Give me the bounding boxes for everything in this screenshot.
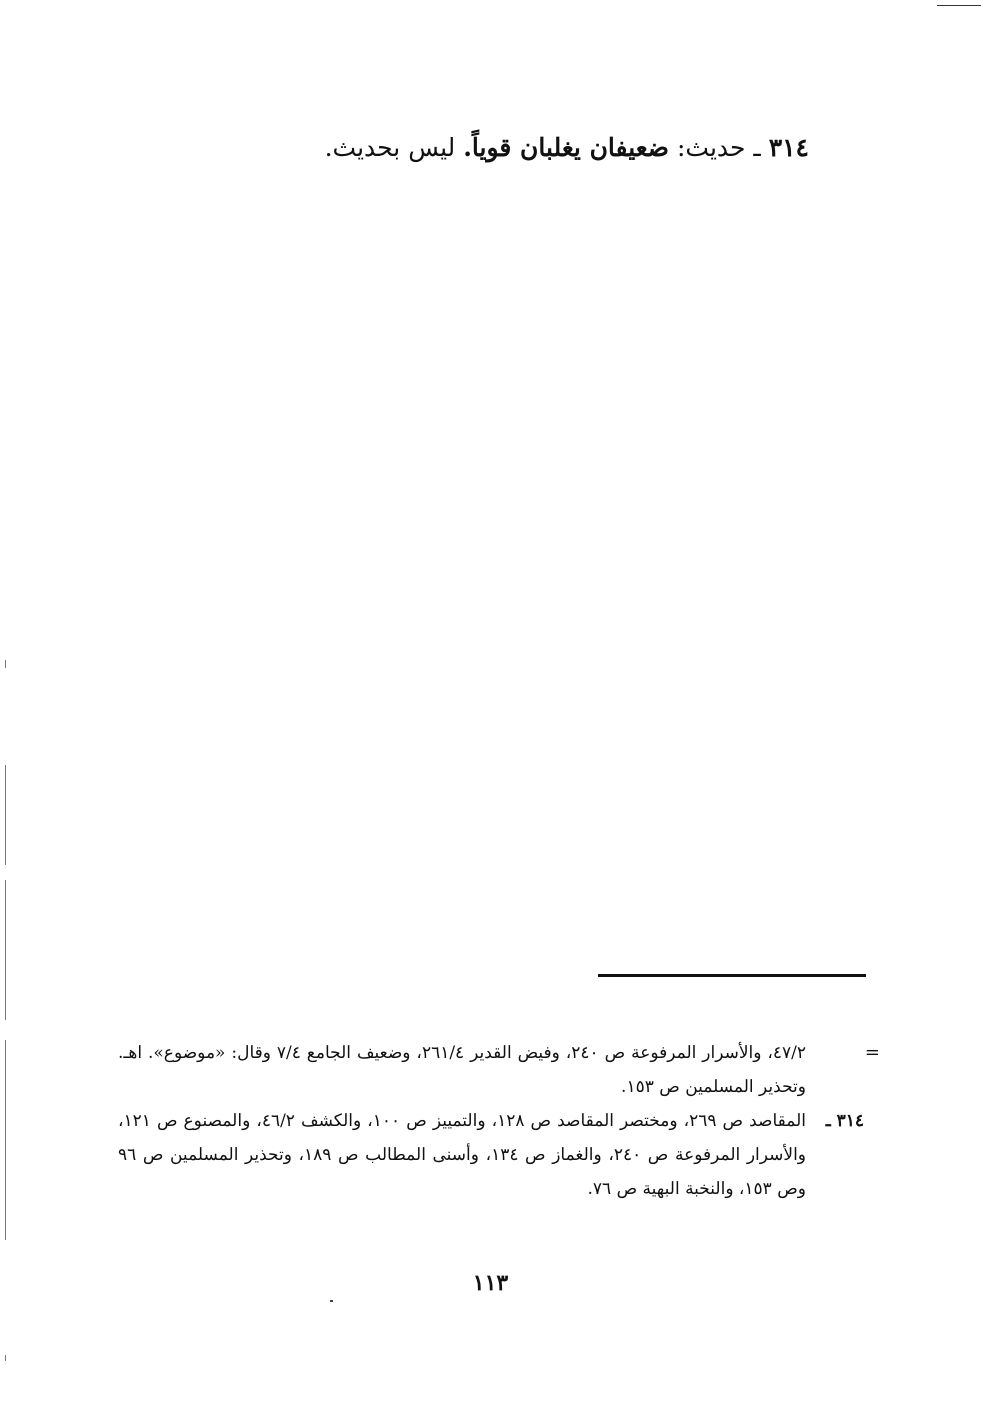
- entry-dash: ـ: [745, 133, 769, 162]
- entry-label: حديث:: [669, 133, 746, 162]
- footnotes: [118, 1036, 880, 1206]
- footnote-continued: [118, 1036, 880, 1104]
- entry-number: ٣١٤: [768, 133, 809, 162]
- footnote-text: المقاصد ص ٢٦٩، ومختصر المقاصد ص ١٢٨، والتمييز ص ١٠٠، والكشف ٤٦/٢، والمصنوع ص ١٢١، والأسرار المرفوعة ص ٢٤٠، والغماز ص ١٣٤، وأسنى المطالب ص ١٨٩، وتحذير المسلمين ص ٩٦ وص ١٥٣، والنخبة البهية ص ٧٦.: [118, 1111, 807, 1199]
- entry-verdict: ليس بحديث.: [324, 133, 464, 162]
- scan-edge-tick: [5, 1040, 6, 1240]
- scan-edge-tick: [5, 765, 6, 865]
- footnote-marker: ٣١٤ ـ: [825, 1111, 864, 1131]
- hadith-entry: [325, 128, 809, 168]
- footnote-314: [118, 1104, 864, 1206]
- scan-edge-tick: [5, 660, 6, 668]
- scan-edge-tick: [5, 880, 6, 1020]
- footnote-separator: [598, 974, 866, 977]
- scan-corner-mark: [937, 5, 981, 6]
- scan-edge-tick: [5, 1355, 6, 1361]
- scan-speck: [330, 1300, 333, 1302]
- page-number: ١١٣: [472, 1270, 509, 1296]
- footnote-text: ٤٧/٢، والأسرار المرفوعة ص ٢٤٠، وفيض القدير ٢٦١/٤، وضعيف الجامع ٧/٤ وقال: «موضوع». اهـ. وتحذير المسلمين ص ١٥٣.: [118, 1043, 807, 1097]
- hadith-text: ضعيفان يغلبان قوياً.: [463, 133, 670, 162]
- footnote-marker: =: [864, 1042, 880, 1063]
